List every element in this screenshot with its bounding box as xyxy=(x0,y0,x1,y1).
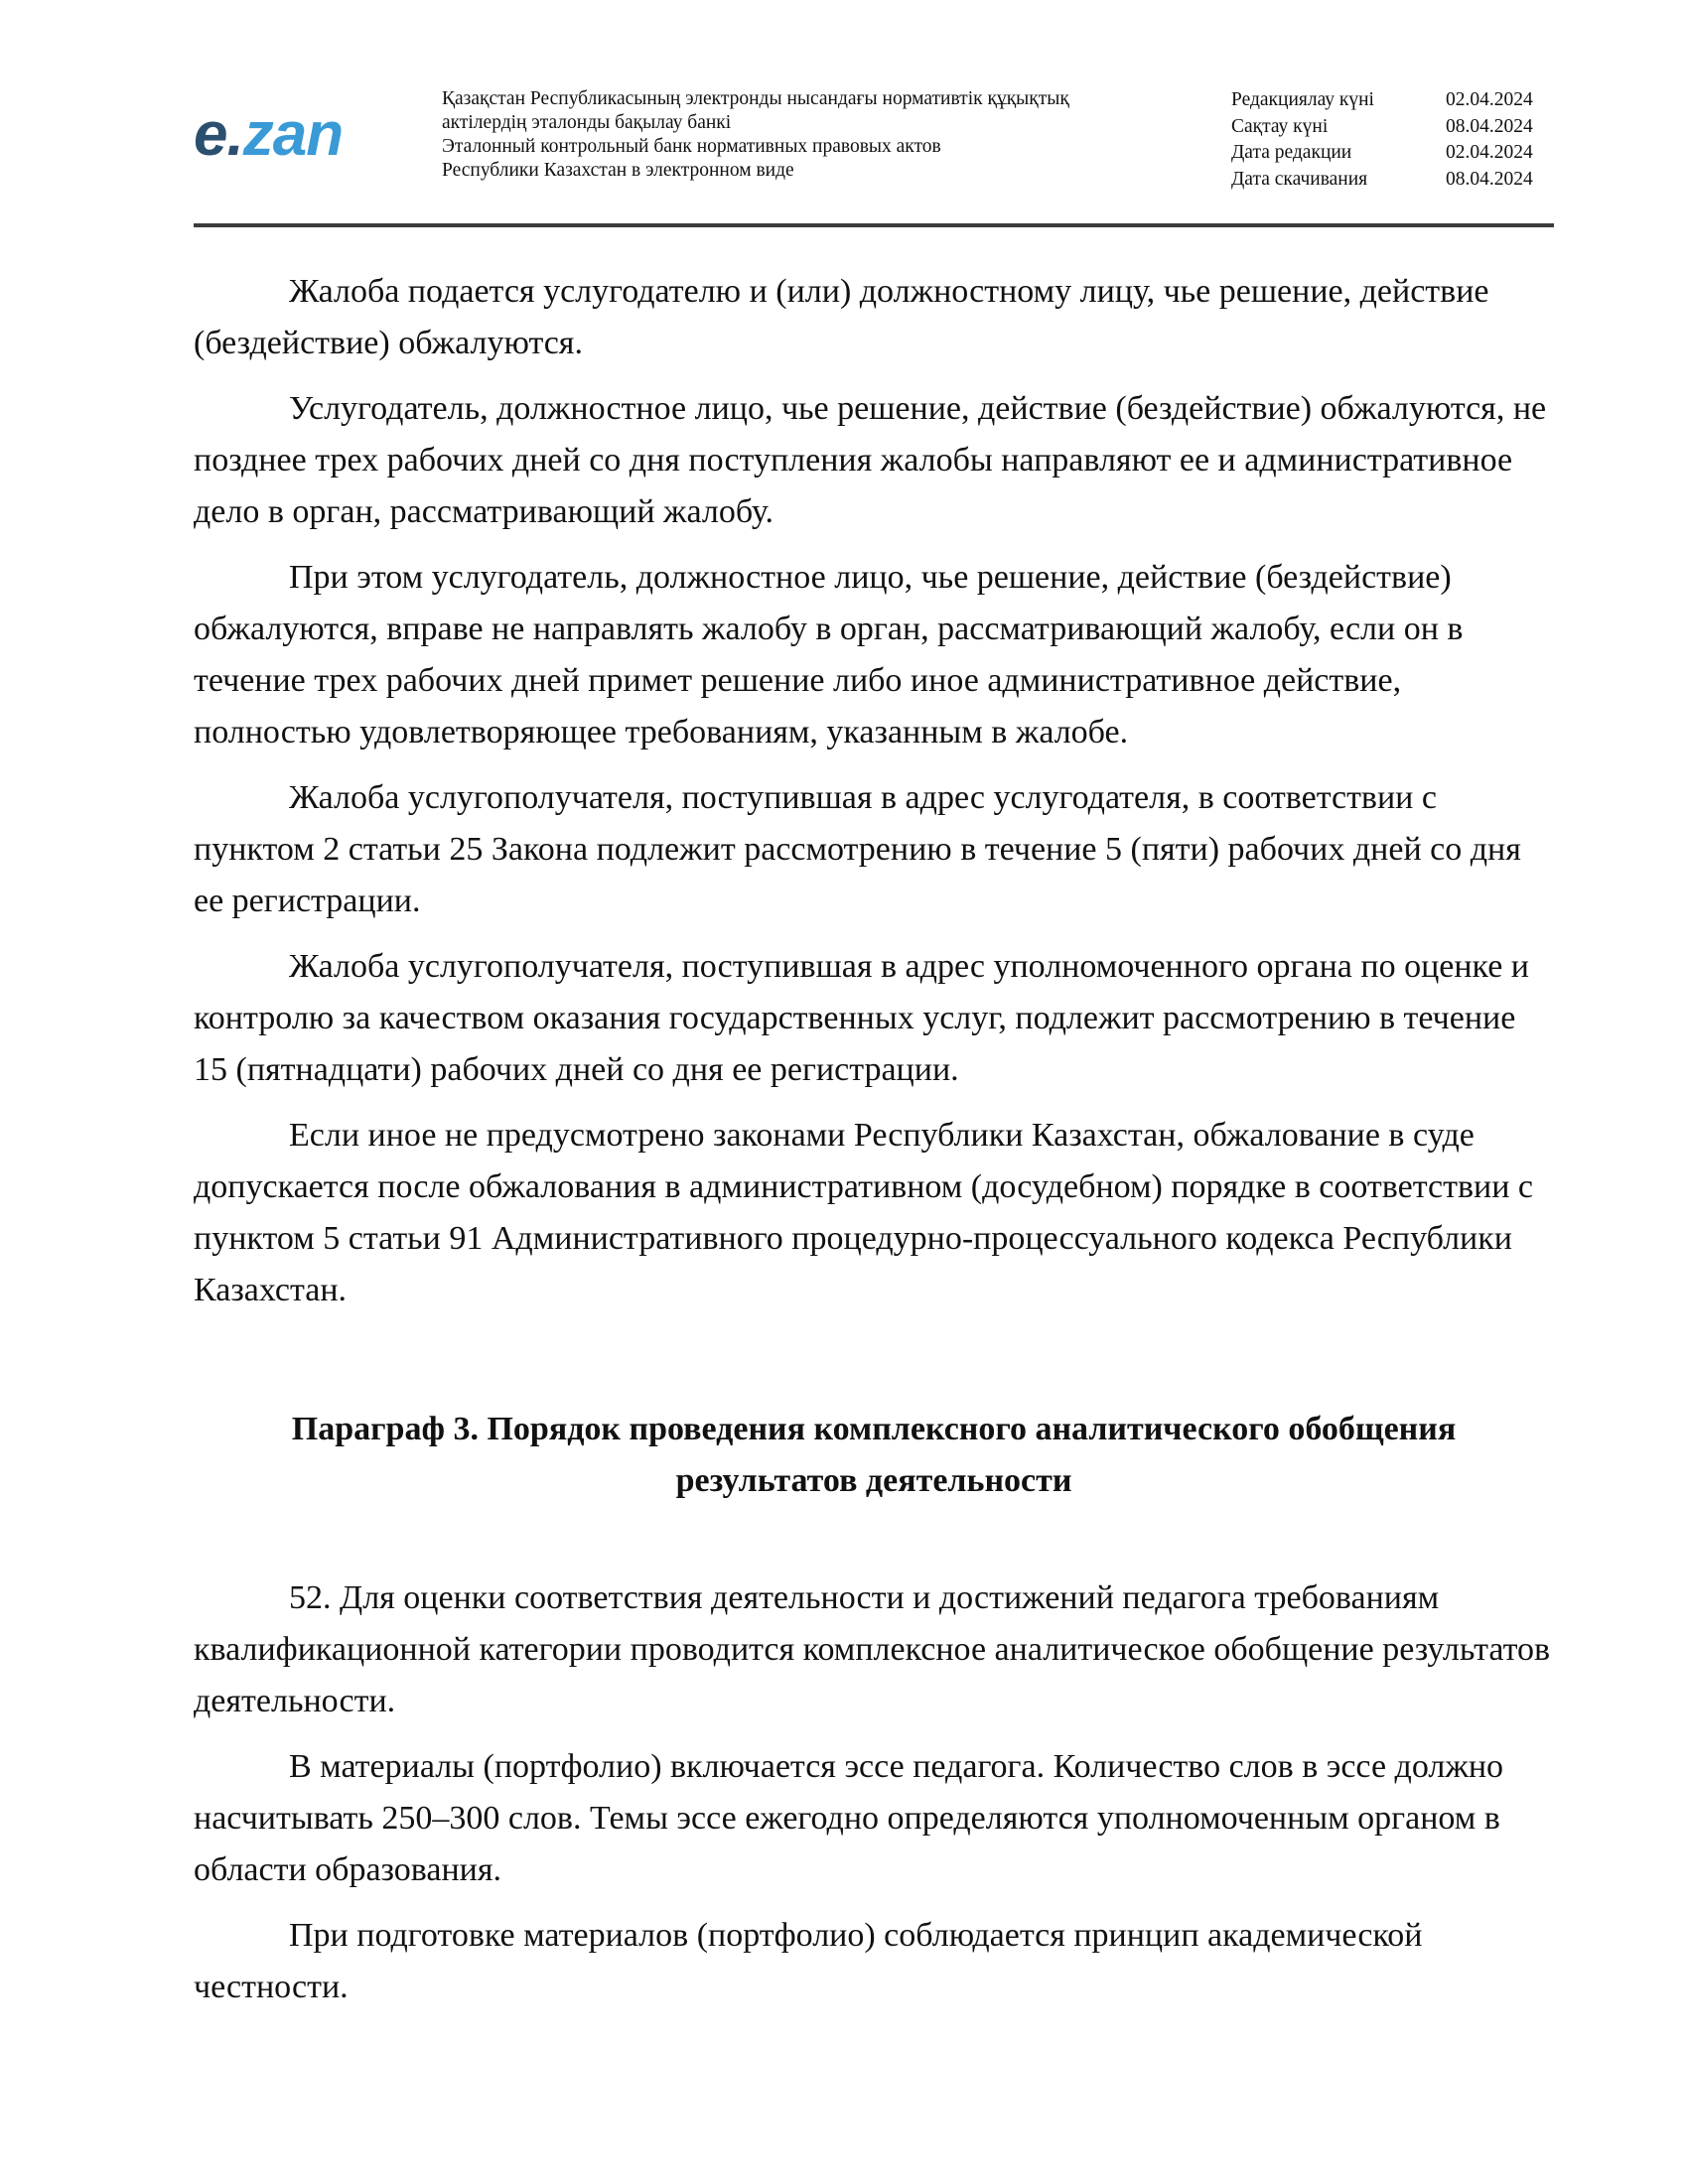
body-paragraph: 52. Для оценки соответствия деятельности и достижений педагога требованиям квалификационной категории проводится комплексное аналитическое обобщение результатов деятельности. xyxy=(194,1579,1551,1719)
document-header xyxy=(194,87,1554,218)
body-paragraph: В материалы (портфолио) включается эссе педагога. Количество слов в эссе должно насчитывать 250–300 слов. Темы эссе ежегодно определяются уполномоченным органом в области образования. xyxy=(194,1748,1504,1888)
date-value: 08.04.2024 xyxy=(1446,115,1533,137)
header-title-line: актілердің эталонды бақылау банкі xyxy=(442,112,732,133)
header-dates xyxy=(1231,87,1559,193)
body-paragraph: Жалоба подается услугодателю и (или) должностному лицу, чье решение, действие (бездействие) обжалуются. xyxy=(194,273,1489,361)
section-heading-line: Параграф 3. Порядок проведения комплексного аналитического обобщения xyxy=(291,1411,1457,1447)
date-label: Редакциялау күні xyxy=(1231,89,1374,110)
date-row-save-kk xyxy=(1231,114,1559,141)
body-paragraph: Жалоба услугополучателя, поступившая в адрес уполномоченного органа по оценке и контролю за качеством оказания государственных услуг, подлежит рассмотрению в течение 15 (пятнадцати) рабочих дней со дня ее регистрации. xyxy=(194,948,1530,1088)
header-title-line: Қазақстан Республикасының электронды нысандағы нормативтік құқықтық xyxy=(442,88,1069,109)
section-heading-line: результатов деятельности xyxy=(675,1462,1072,1499)
date-value: 08.04.2024 xyxy=(1446,168,1533,190)
body-paragraph: Услугодатель, должностное лицо, чье решение, действие (бездействие) обжалуются, не позднее трех рабочих дней со дня поступления жалобы направляют ее и административное дело в орган, рассматривающий жалобу. xyxy=(194,390,1547,530)
date-value: 02.04.2024 xyxy=(1446,142,1533,163)
date-label: Сақтау күні xyxy=(1231,115,1329,137)
header-divider xyxy=(194,223,1554,227)
ezan-logo: e.zan xyxy=(194,100,344,169)
date-label: Дата скачивания xyxy=(1231,168,1368,190)
date-row-edit-kk xyxy=(1231,87,1559,114)
date-label: Дата редакции xyxy=(1231,142,1352,163)
document-body xyxy=(194,266,1554,2027)
date-value: 02.04.2024 xyxy=(1446,89,1533,110)
header-title-line: Эталонный контрольный банк нормативных правовых актов xyxy=(442,136,941,157)
section-heading xyxy=(194,1404,1554,1507)
body-paragraph: При этом услугодатель, должностное лицо, чье решение, действие (бездействие) обжалуются, вправе не направлять жалобу в орган, рассматривающий жалобу, если он в течение трех рабочих дней примет решение либо иное административное действие, полностью удовлетворяющее требованиям, указанным в жалобе. xyxy=(194,559,1464,751)
body-paragraph: Если иное не предусмотрено законами Республики Казахстан, обжалование в суде допускается после обжалования в административном (досудебном) порядке в соответствии с пунктом 5 статьи 91 Административного процедурно-процессуального кодекса Республики Казахстан. xyxy=(194,1117,1533,1308)
body-paragraph: Жалоба услугополучателя, поступившая в адрес услугодателя, в соответствии с пунктом 2 статьи 25 Закона подлежит рассмотрению в течение 5 (пяти) рабочих дней со дня ее регистрации. xyxy=(194,779,1521,919)
body-paragraph: При подготовке материалов (портфолио) соблюдается принцип академической честности. xyxy=(194,1917,1423,2005)
header-title-line: Республики Казахстан в электронном виде xyxy=(442,160,794,181)
header-title xyxy=(442,87,1137,183)
date-row-edit-ru xyxy=(1231,140,1559,167)
date-row-download-ru xyxy=(1231,167,1559,194)
